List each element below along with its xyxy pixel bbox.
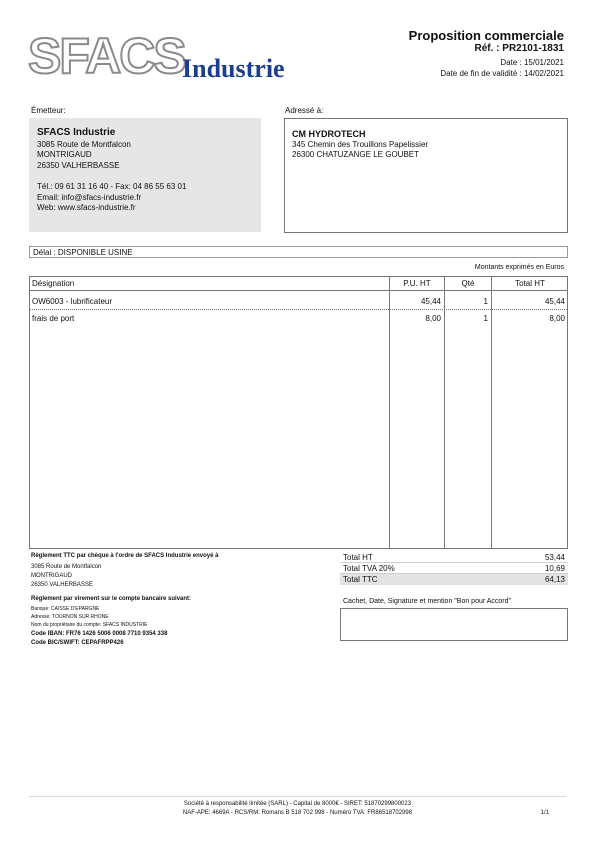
emitter-name: SFACS Industrie xyxy=(37,127,116,138)
document-reference: Réf. : PR2101-1831 xyxy=(474,43,564,54)
emitter-address-line3: 26350 VALHERBASSE xyxy=(37,160,120,170)
emitter-box xyxy=(29,118,261,232)
table-header xyxy=(30,277,567,291)
total-ht-value: 53,44 xyxy=(544,553,565,562)
header-total: Total HT xyxy=(515,279,545,288)
emitter-website: Web: www.sfacs-industrie.fr xyxy=(37,203,136,212)
signature-box xyxy=(340,608,568,641)
row-designation: frais de port xyxy=(32,314,75,323)
footer-legal-info: NAF-APE: 4669A - RCS/RM: Romans B 518 702 998 - Numéro TVA: FR86518702998 xyxy=(182,810,413,816)
emitter-address-line2: MONTRIGAUD xyxy=(37,150,92,159)
bic-code: Code BIC/SWIFT: CEPAFRPP426 xyxy=(31,640,124,646)
total-tva-label: Total TVA 20% xyxy=(343,564,395,573)
total-ttc-value: 64,13 xyxy=(544,575,565,584)
row-quantity: 1 xyxy=(483,297,488,306)
total-ht-label: Total HT xyxy=(343,553,373,562)
footer-company-info: Société à responsabilité limitée (SARL) - Capital de 8000€ - SIRET: 51870299800023 xyxy=(183,801,412,807)
total-tva-row xyxy=(340,563,568,574)
cheque-payment-title: Règlement TTC par chèque à l'ordre de SFACS Industrie envoyé à xyxy=(31,553,219,559)
row-designation: OW6003 - lubrificateur xyxy=(32,297,113,306)
bank-name: Banque: CAISSE D'EPARGNE xyxy=(31,606,100,612)
logo-sfacs-text: SFACS xyxy=(28,28,185,84)
iban-code: Code IBAN: FR76 1426 5006 0008 7710 9354 338 xyxy=(31,631,168,637)
row-unit-price: 8,00 xyxy=(425,314,441,323)
logo-industrie-text: Industrie xyxy=(182,54,285,83)
total-ttc-row xyxy=(340,574,568,585)
cheque-address-line2: MONTRIGAUD xyxy=(31,573,72,579)
transfer-payment-title: Règlement par virement sur le compte bancaire suivant: xyxy=(31,596,192,602)
row-quantity: 1 xyxy=(483,314,488,323)
emitter-address-line1: 3085 Route de Montfalcon xyxy=(37,139,131,149)
header-quantity: Qté xyxy=(461,279,475,288)
emitter-email: Email: info@sfacs-industrie.fr xyxy=(37,192,142,202)
footer-divider xyxy=(29,796,566,797)
recipient-address-line2: 26300 CHATUZANGE LE GOUBET xyxy=(292,150,419,159)
account-owner: Nom du propriétaire du compte: SFACS INDUSTRIE xyxy=(31,622,148,628)
recipient-name: CM HYDROTECH xyxy=(292,129,366,139)
validity-date: Date de fin de validité : 14/02/2021 xyxy=(440,69,564,78)
cheque-address-line3: 26350 VALHERBASSE xyxy=(31,582,93,588)
total-ttc-label: Total TTC xyxy=(343,575,378,584)
header-unit-price: P.U. HT xyxy=(403,279,431,288)
signature-label: Cachet, Date, Signature et mention "Bon pour Accord" xyxy=(343,598,512,605)
document-date: Date : 15/01/2021 xyxy=(500,58,564,67)
emitter-label: Émetteur: xyxy=(31,106,66,115)
recipient-box xyxy=(284,118,568,233)
bank-address: Adresse: TOURNON SUR RHONE xyxy=(31,614,109,620)
total-ht-row xyxy=(340,552,568,563)
row-total: 45,44 xyxy=(544,297,565,306)
delivery-delay: Délai : DISPONIBLE USINE xyxy=(29,246,568,258)
total-tva-value: 10,69 xyxy=(544,564,565,573)
items-table xyxy=(29,276,568,549)
page-number: 1/1 xyxy=(540,810,549,816)
header-designation: Désignation xyxy=(32,279,75,288)
cheque-address-line1: 3085 Route de Montfalcon xyxy=(31,564,102,570)
recipient-address-line1: 345 Chemin des Trouillons Papelissier xyxy=(292,139,429,149)
row-total: 8,00 xyxy=(549,314,565,323)
row-separator xyxy=(30,309,567,310)
currency-note: Montants exprimés en Euros xyxy=(474,264,564,271)
row-unit-price: 45,44 xyxy=(420,297,441,306)
document-title: Proposition commerciale xyxy=(408,28,564,43)
recipient-label: Adressé à: xyxy=(285,106,324,115)
emitter-phone: Tél.: 09 61 31 16 40 - Fax: 04 86 55 63 01 xyxy=(37,182,187,191)
company-logo xyxy=(28,30,318,86)
